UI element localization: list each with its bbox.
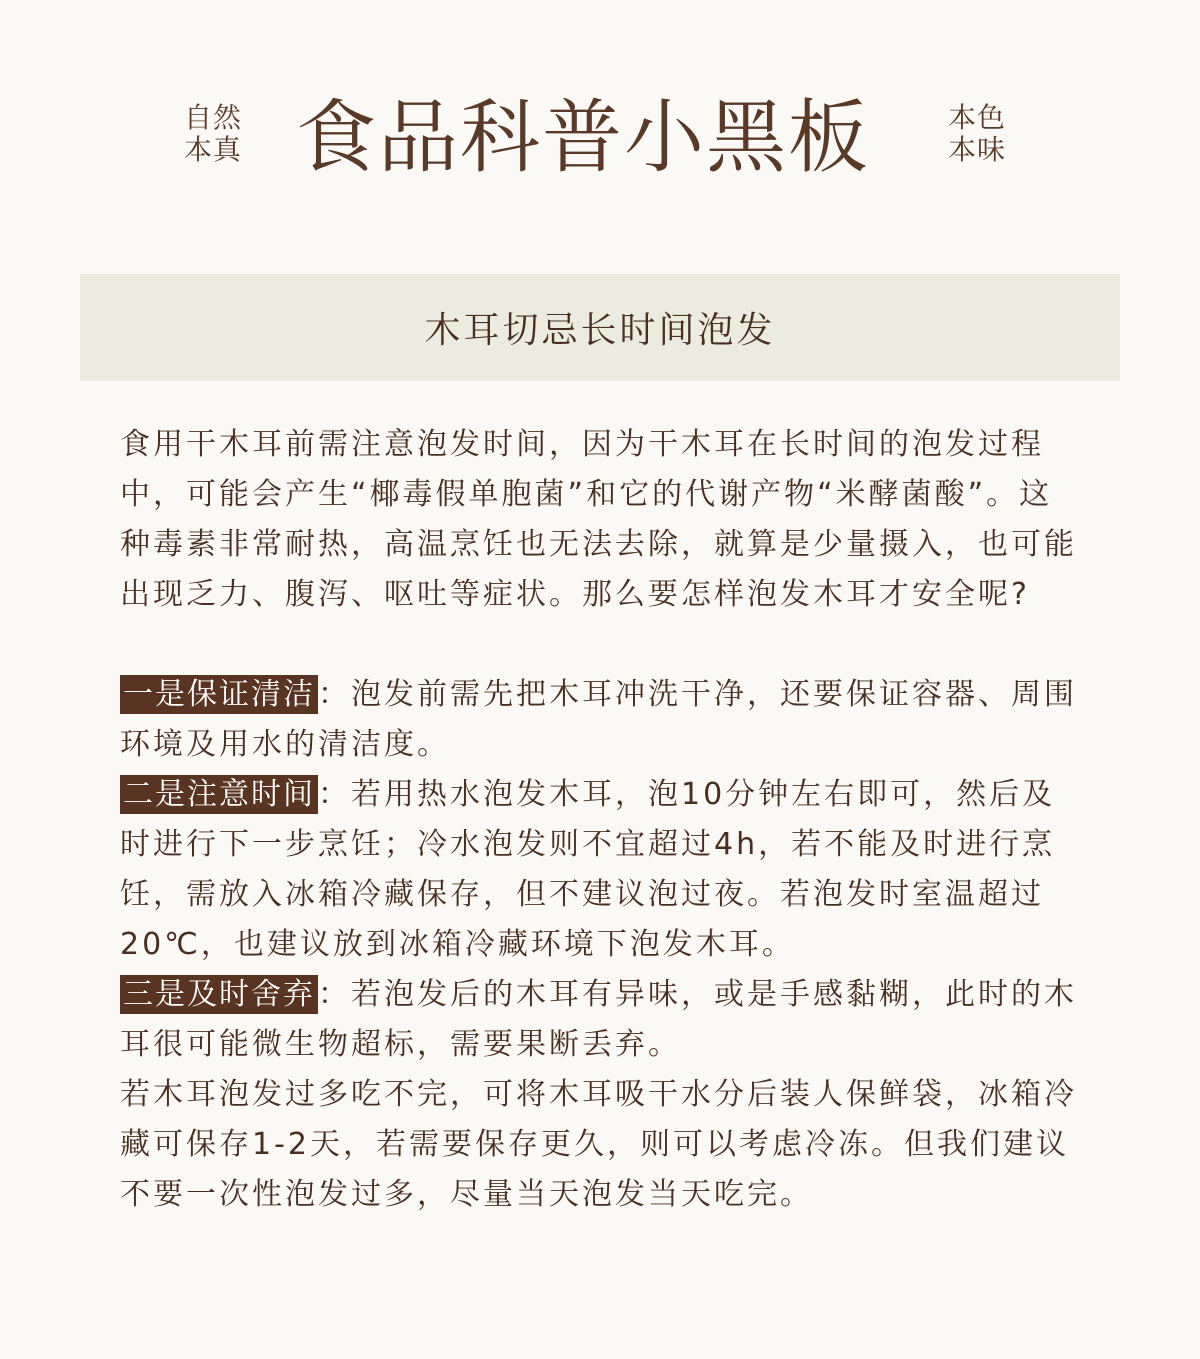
topic-banner [80, 274, 1120, 381]
closing-paragraph: 若木耳泡发过多吃不完，可将木耳吸干水分后装人保鲜袋，冰箱冷藏可保存1-2天，若需要保存更久，则可以考虑冷冻。但我们建议不要一次性泡发过多，尽量当天泡发当天吃完。 [120, 1077, 1077, 1212]
article-body [120, 420, 1082, 1220]
motto-left-line2: 本真 [184, 133, 243, 166]
tip-text-2: ：若用热水泡发木耳，泡10分钟左右即可，然后及时进行下一步烹饪；冷水泡发则不宜超过4h，若不能及时进行烹饪，需放入冰箱冷藏保存，但不建议泡过夜。若泡发时室温超过20℃，也建议放到冰箱冷藏环境下泡发木耳。 [120, 777, 1056, 962]
tip-paragraph-2 [120, 770, 1082, 970]
header-right-motto [948, 102, 1018, 166]
topic-title: 木耳切忌长时间泡发 [424, 310, 776, 351]
tip-tag-2: 二是注意时间 [120, 775, 318, 814]
tip-paragraph-3 [120, 970, 1082, 1070]
header [0, 90, 1200, 190]
tip-paragraph-1 [120, 670, 1082, 770]
page-title: 食品科普小黑板 [296, 91, 870, 184]
header-left-motto [184, 102, 254, 166]
intro-paragraph: 食用干木耳前需注意泡发时间，因为干木耳在长时间的泡发过程中，可能会产生“椰毒假单胞菌”和它的代谢产物“米酵菌酸”。这种毒素非常耐热，高温烹饪也无法去除，就算是少量摄入，也可能出现乏力、腹泻、呕吐等症状。那么要怎样泡发木耳才安全呢? [120, 427, 1077, 612]
motto-right-line1: 本色 [948, 101, 1007, 134]
tip-tag-3: 三是及时舍弃 [120, 975, 318, 1014]
tip-tag-1: 一是保证清洁 [120, 675, 318, 714]
tip-text-3: ：若泡发后的木耳有异味，或是手感黏糊，此时的木耳很可能微生物超标，需要果断丢弃。 [120, 977, 1077, 1062]
motto-left-line1: 自然 [184, 101, 243, 134]
motto-right-line2: 本味 [948, 133, 1007, 166]
tip-text-1: ：泡发前需先把木耳冲洗干净，还要保证容器、周围环境及用水的清洁度。 [120, 677, 1077, 762]
